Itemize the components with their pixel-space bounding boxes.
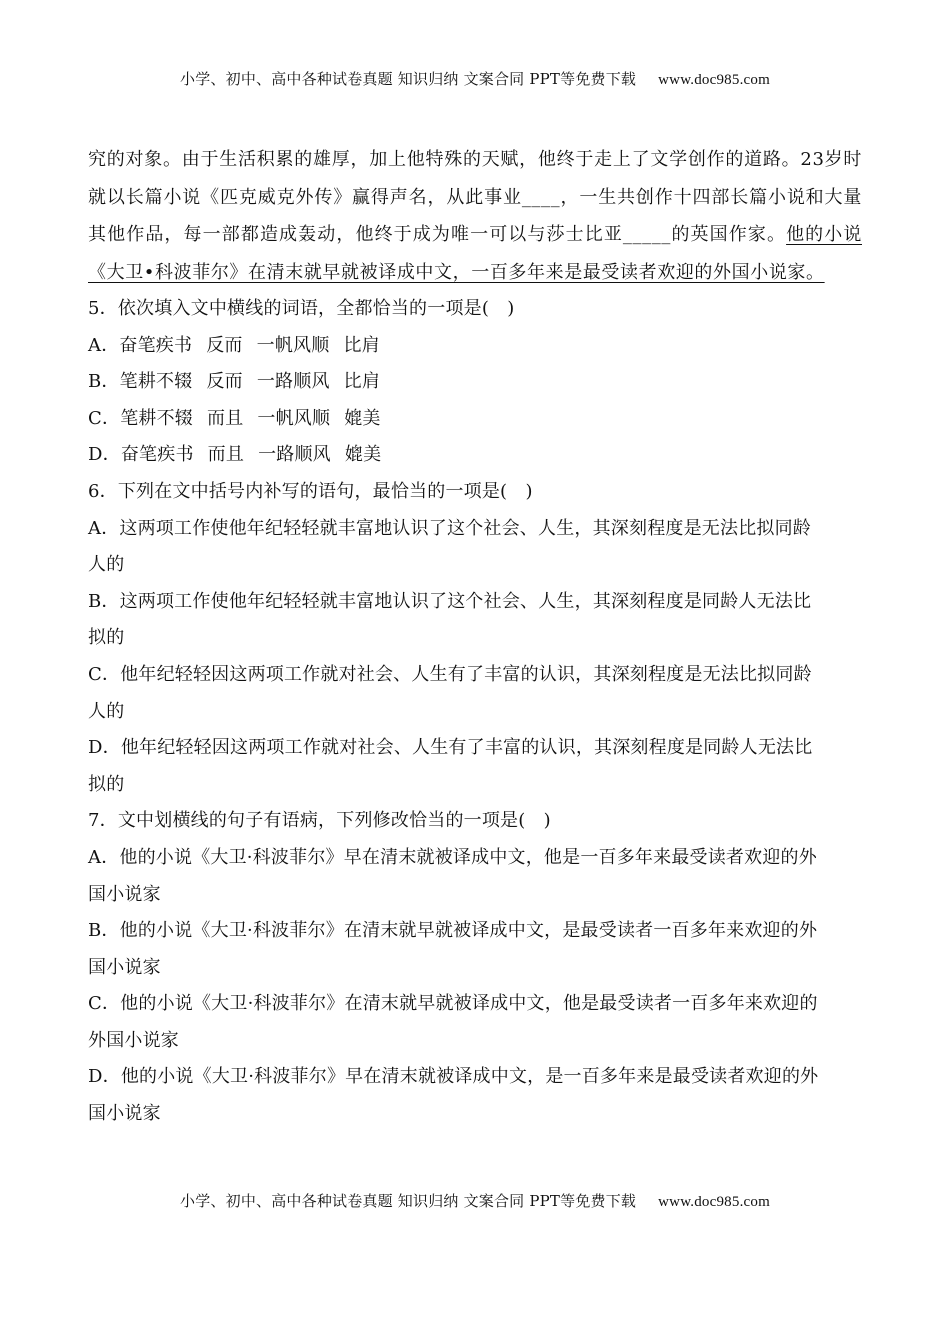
question-6-option-b-line2: 拟的: [88, 627, 125, 649]
option-word: 笔耕不辍: [119, 371, 193, 393]
question-5: [88, 291, 862, 474]
option-word: 奋笔疾书: [120, 444, 194, 466]
question-7-option-d-line2: 国小说家: [88, 1103, 161, 1125]
option-word: 反而: [206, 371, 243, 393]
question-7-stem: 7．文中划横线的句子有语病，下列修改恰当的一项是( ): [88, 810, 551, 832]
page-header: [0, 68, 950, 89]
question-6-option-c-line1: C．他年纪轻轻因这两项工作就对社会、人生有了丰富的认识，其深刻程度是无法比拟同龄: [88, 663, 812, 685]
question-6-option-d-line2: 拟的: [88, 773, 125, 795]
question-7-option-b-line1: B．他的小说《大卫·科波菲尔》在清末就早就被译成中文，是最受读者一百多年来欢迎的外: [88, 920, 818, 942]
option-word: 一路顺风: [256, 371, 330, 393]
option-label: B．: [88, 371, 120, 393]
question-7-option-a-line2: 国小说家: [88, 883, 161, 905]
question-6: [88, 474, 862, 803]
passage-paragraph: [88, 141, 862, 291]
option-word: 一帆风顺: [257, 407, 331, 429]
option-word: 一路顺风: [258, 444, 331, 466]
question-6-option-d-line1: D．他年纪轻轻因这两项工作就对社会、人生有了丰富的认识，其深刻程度是同龄人无法比: [88, 737, 813, 759]
footer-text: 小学、初中、高中各种试卷真题 知识归纳 文案合同 PPT等免费下载: [180, 1192, 637, 1210]
question-5-option-d: [88, 437, 862, 474]
option-word: 笔耕不辍: [120, 407, 193, 429]
question-5-stem: 5．依次填入文中横线的词语，全都恰当的一项是( ): [88, 298, 515, 319]
page-footer: [0, 1190, 950, 1211]
question-7-option-b-line2: 国小说家: [88, 956, 161, 978]
header-text: 小学、初中、高中各种试卷真题 知识归纳 文案合同 PPT等免费下载: [180, 70, 637, 88]
question-6-option-c-line2: 人的: [88, 700, 125, 722]
option-word: 媲美: [344, 444, 382, 466]
header-site-link[interactable]: www.doc985.com: [658, 72, 770, 88]
passage-text: 究的对象。由于生活积累的雄厚，加上他特殊的天赋，他终于走上了文学创作的道路。23岁时就以长篇小说《匹克威克外传》赢得声名，从此事业____，一生共创作十四部长篇小说和大量其他作品，每一部都造成轰动，他终于成为唯一可以与莎士比亚_____的英国作家。: [88, 149, 862, 245]
footer-site-link[interactable]: www.doc985.com: [658, 1194, 770, 1210]
question-6-option-b-line1: B．这两项工作使他年纪轻轻就丰富地认识了这个社会、人生，其深刻程度是同龄人无法比: [88, 590, 812, 612]
question-6-option-a-line2: 人的: [88, 554, 125, 576]
option-word: 而且: [207, 407, 244, 429]
question-6-option-a-line1: A．这两项工作使他年纪轻轻就丰富地认识了这个社会、人生，其深刻程度是无法比拟同龄: [88, 517, 811, 539]
question-5-option-c: [88, 401, 862, 438]
question-7-option-d-line1: D．他的小说《大卫·科波菲尔》早在清末就被译成中文，是一百多年来是最受读者欢迎的外: [88, 1066, 819, 1088]
question-7-option-c-line2: 外国小说家: [88, 1029, 179, 1051]
question-6-stem: 6．下列在文中括号内补写的语句，最恰当的一项是( ): [88, 480, 533, 502]
option-label: A．: [88, 334, 120, 356]
question-7-option-a-line1: A．他的小说《大卫·科波菲尔》早在清末就被译成中文，他是一百多年来最受读者欢迎的外: [88, 846, 817, 868]
underlined-sentence: 他的小说《大卫•科波菲尔》在清末就早就被译成中文，一百多年来是最受读者欢迎的外国小说家。: [88, 224, 862, 283]
question-5-option-a: [88, 328, 862, 365]
question-7-option-c-line1: C．他的小说《大卫·科波菲尔》在清末就早就被译成中文，他是最受读者一百多年来欢迎的: [88, 993, 818, 1015]
question-5-option-b: [88, 364, 862, 401]
question-7: [88, 803, 862, 1132]
option-label: C．: [88, 407, 121, 429]
option-word: 而且: [207, 444, 245, 466]
option-label: D．: [88, 444, 121, 466]
option-word: 一帆风顺: [256, 334, 330, 356]
document-body: [88, 141, 862, 1133]
option-word: 奋笔疾书: [119, 334, 193, 356]
option-word: 比肩: [343, 334, 380, 356]
option-word: 比肩: [343, 371, 381, 393]
option-word: 媲美: [344, 407, 381, 429]
option-word: 反而: [206, 334, 243, 356]
